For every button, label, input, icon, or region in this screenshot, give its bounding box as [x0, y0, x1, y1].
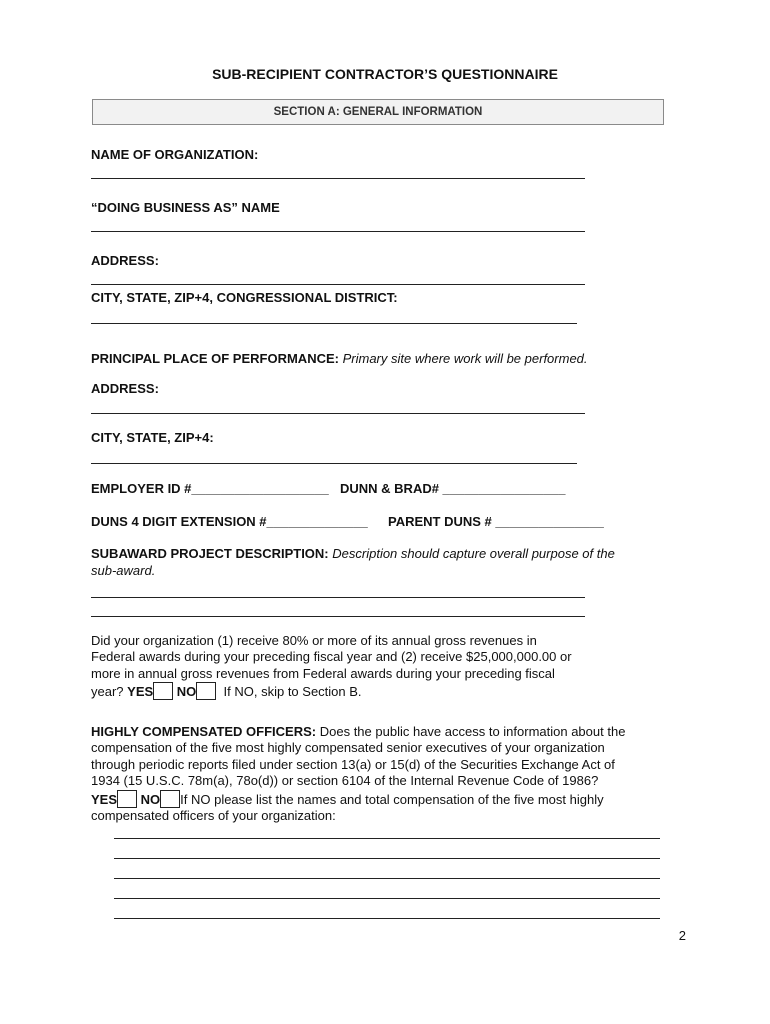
principal-address-field[interactable] — [91, 413, 585, 414]
subaward-description-hint-cont: sub-award. — [91, 563, 156, 578]
principal-place-hint: Primary site where work will be performed. — [342, 351, 588, 366]
officers-heading: HIGHLY COMPENSATED OFFICERS: — [91, 724, 317, 739]
org-name-label: NAME OF ORGANIZATION: — [91, 147, 259, 162]
city-state-zip-district-label: CITY, STATE, ZIP+4, CONGRESSIONAL DISTRICT: — [91, 290, 398, 305]
employer-id-field[interactable]: EMPLOYER ID #___________________ — [91, 481, 329, 496]
dba-field[interactable] — [91, 231, 585, 232]
revenue-question-line-4 — [91, 682, 572, 700]
officers-no-label: NO — [140, 791, 161, 807]
document-title: SUB-RECIPIENT CONTRACTOR’S QUESTIONNAIRE — [212, 66, 558, 82]
subaward-description-heading: SUBAWARD PROJECT DESCRIPTION: — [91, 546, 329, 561]
subaward-description-line-1[interactable] — [91, 597, 585, 598]
duns-extension-field[interactable]: DUNS 4 DIGIT EXTENSION #______________ — [91, 514, 368, 529]
officers-yes-checkbox[interactable] — [117, 790, 137, 808]
officers-line-5-rest: If NO please list the names and total compensation of the five most highly — [180, 791, 604, 807]
officers-no-checkbox[interactable] — [160, 790, 180, 808]
city-state-zip-district-field[interactable] — [91, 323, 577, 324]
officer-line-1[interactable] — [114, 838, 660, 839]
revenue-question-line-1: Did your organization (1) receive 80% or more of its annual gross revenues in — [91, 633, 537, 648]
address-label: ADDRESS: — [91, 253, 159, 268]
subaward-description-line-2[interactable] — [91, 616, 585, 617]
officers-line-5 — [91, 790, 625, 808]
page-number: 2 — [678, 928, 686, 943]
officers-yes-label: YES — [91, 791, 118, 807]
officers-line-1 — [91, 724, 625, 740]
officers-question — [91, 724, 625, 824]
subaward-description-label — [91, 546, 615, 561]
officers-line-4: 1934 (15 U.S.C. 78m(a), 78o(d)) or section 6104 of the Internal Revenue Code of 1986? — [91, 773, 599, 789]
revenue-skip-note: If NO, skip to Section B. — [223, 684, 362, 700]
revenue-question-year: year? — [91, 684, 124, 700]
dunn-brad-field[interactable]: DUNN & BRAD# _________________ — [340, 481, 566, 496]
revenue-no-label: NO — [176, 684, 197, 700]
officer-line-4[interactable] — [114, 898, 660, 899]
officer-line-5[interactable] — [114, 918, 660, 919]
principal-address-label: ADDRESS: — [91, 381, 159, 396]
officer-line-3[interactable] — [114, 878, 660, 879]
revenue-question-line-3: more in annual gross revenues from Federal awards during your preceding fiscal — [91, 665, 555, 681]
section-a-header: SECTION A: GENERAL INFORMATION — [92, 99, 664, 125]
revenue-question — [91, 633, 572, 701]
officers-line-2: compensation of the five most highly compensated senior executives of your organization — [91, 740, 605, 756]
revenue-yes-label: YES — [127, 684, 154, 700]
principal-city-state-zip-label: CITY, STATE, ZIP+4: — [91, 430, 214, 445]
revenue-question-line-2: Federal awards during your preceding fiscal year and (2) receive $25,000,000.00 or — [91, 649, 572, 665]
dba-label: “DOING BUSINESS AS” NAME — [91, 200, 280, 215]
officers-line-1-rest: Does the public have access to information about the — [316, 724, 626, 739]
officers-line-3: through periodic reports filed under section 13(a) or 15(d) of the Securities Exchange Act of — [91, 756, 615, 772]
officers-line-6: compensated officers of your organization: — [91, 808, 336, 824]
principal-place-label — [91, 351, 588, 366]
principal-city-state-zip-field[interactable] — [91, 463, 577, 464]
address-field[interactable] — [91, 284, 585, 285]
officer-line-2[interactable] — [114, 858, 660, 859]
org-name-field[interactable] — [91, 178, 585, 179]
principal-place-heading: PRINCIPAL PLACE OF PERFORMANCE: — [91, 351, 339, 366]
revenue-no-checkbox[interactable] — [196, 682, 216, 700]
subaward-description-hint: Description should capture overall purpose of the — [332, 546, 615, 561]
parent-duns-field[interactable]: PARENT DUNS # _______________ — [388, 514, 604, 529]
revenue-yes-checkbox[interactable] — [153, 682, 173, 700]
